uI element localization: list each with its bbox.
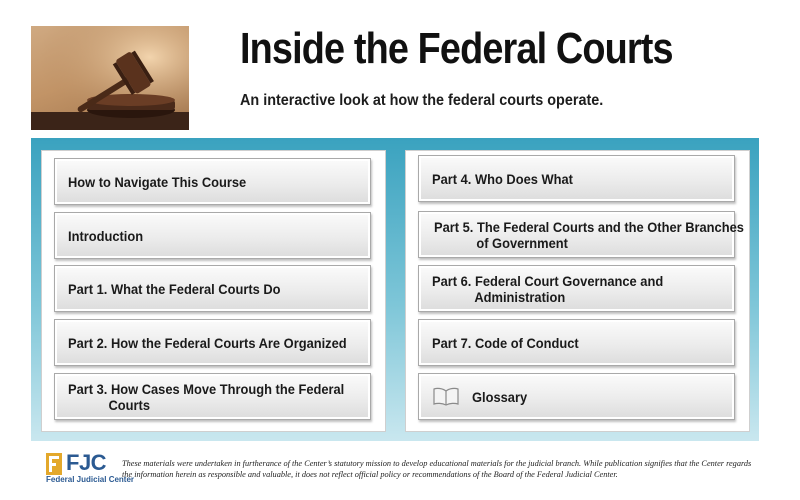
menu-column-left [41,150,386,432]
menu-button-introduction[interactable] [54,212,371,259]
fjc-logo [46,450,135,486]
menu-button-part-7[interactable] [418,319,735,366]
fjc-logo-mark [46,453,62,475]
page-subtitle: An interactive look at how the federal courts operate. [240,92,604,109]
menu-column-right [405,150,750,432]
menu-button-label: How to Navigate This Course [68,173,247,190]
menu-button-label: Part 4. Who Does What [432,170,573,187]
menu-button-part-4[interactable] [418,155,735,202]
fjc-logo-subtext: Federal Judicial Center [46,475,135,484]
menu-button-label: Part 3. How Cases Move Through the Federal Courts [68,380,345,413]
menu-button-part-1[interactable] [54,265,371,312]
menu-button-part-2[interactable] [54,319,371,366]
menu-button-part-6[interactable] [418,265,735,312]
menu-button-glossary[interactable] [418,373,735,420]
gavel-image [31,26,189,130]
menu-button-label: Part 1. What the Federal Courts Do [68,280,281,297]
menu-button-label: Part 2. How the Federal Courts Are Organized [68,334,347,351]
menu-button-part-5[interactable] [418,211,744,258]
menu-button-part-3[interactable] [54,373,371,420]
menu-button-how-to-navigate[interactable] [54,158,371,205]
menu-button-label: Introduction [68,227,144,244]
menu-button-label: Part 6. Federal Court Governance and Administration [432,272,664,305]
menu-button-label: Part 7. Code of Conduct [432,334,579,351]
book-icon [432,387,460,407]
menu-button-label: Glossary [472,388,528,405]
page-title: Inside the Federal Courts [240,24,673,73]
disclaimer-text: These materials were undertaken in furtherance of the Center’s statutory mission to develop educational materials for the judicial branch. While publication signifies that the Center regards the information herein as responsible and valuable, it does not reflect official policy or recommendations of the Board of the Federal Judicial Center. [122,459,752,479]
menu-button-label: Part 5. The Federal Courts and the Other Branches of Government [434,218,744,251]
fjc-logo-text: FJC [66,450,107,475]
gavel-illustration [31,26,189,130]
